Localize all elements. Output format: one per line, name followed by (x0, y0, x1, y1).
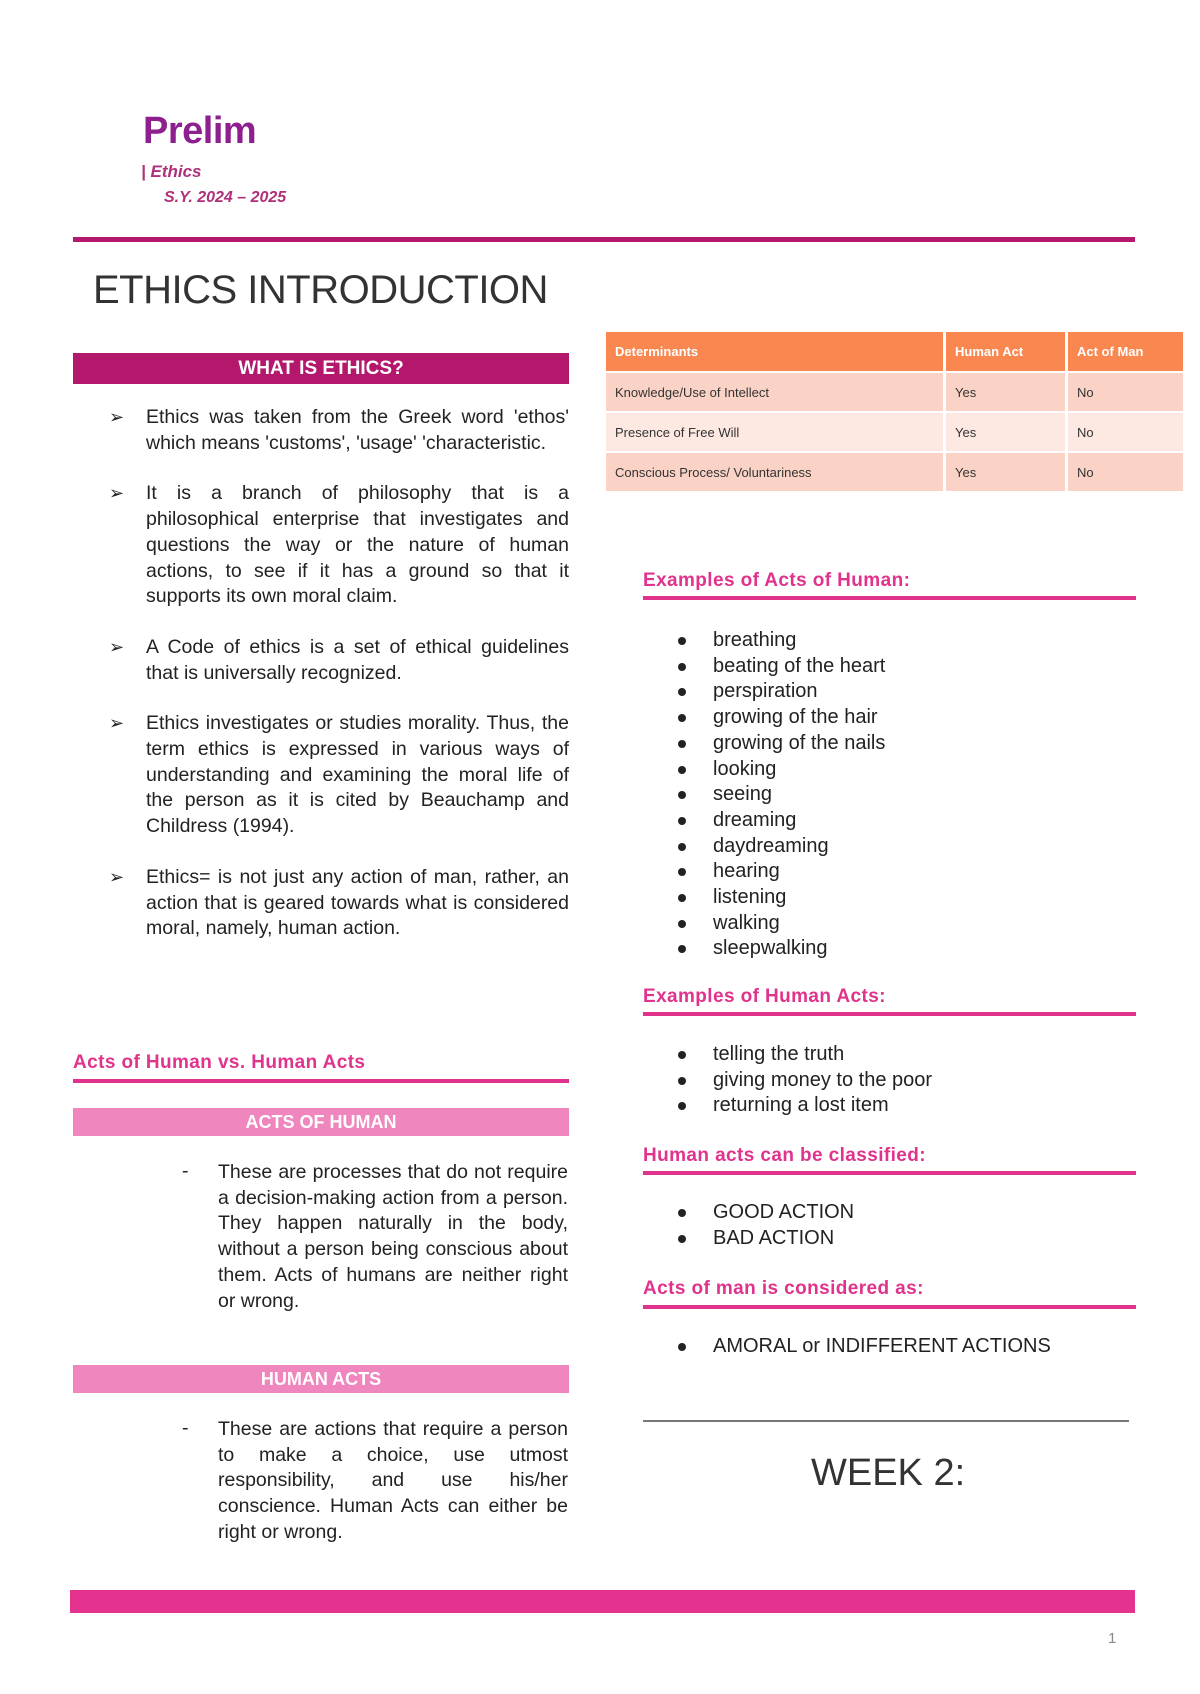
bullet-icon (678, 1343, 686, 1351)
list-item: ➢ Ethics= is not just any action of man, rather, an action that is geared towards what is considered moral, namely, human action. (109, 865, 569, 940)
week-divider (643, 1420, 1129, 1422)
list-item: perspiration (676, 679, 885, 705)
section-divider (643, 1305, 1136, 1309)
table-cell: Yes (946, 411, 1068, 451)
list-item: listening (676, 885, 885, 911)
list-item: GOOD ACTION (676, 1200, 854, 1226)
table-cell: No (1068, 411, 1186, 451)
list-item: daydreaming (676, 834, 885, 860)
bullet-icon (678, 868, 686, 876)
bullet-icon (678, 1051, 686, 1059)
page-title: Prelim (143, 110, 257, 152)
bullet-icon (678, 714, 686, 722)
subject-label: | Ethics (141, 162, 202, 181)
human-acts-examples-heading: Examples of Human Acts: (643, 986, 886, 1007)
classification-heading: Human acts can be classified: (643, 1145, 926, 1166)
what-is-ethics-list (109, 405, 569, 967)
human-acts-description: These are actions that require a person to make a choice, use utmost responsibility, and use his/her conscience. Human Acts can either be right or wrong. (218, 1418, 568, 1543)
bullet-icon (678, 1077, 686, 1085)
dash-bullet-icon: - (182, 1160, 189, 1182)
table-cell: Presence of Free Will (606, 411, 946, 451)
arrow-bullet-icon: ➢ (109, 407, 125, 427)
list-item: telling the truth (676, 1042, 932, 1068)
bullet-icon (678, 766, 686, 774)
list-item: returning a lost item (676, 1093, 932, 1119)
comparison-divider (73, 1079, 569, 1083)
bullet-icon (678, 740, 686, 748)
table-row (606, 371, 1186, 411)
list-item: hearing (676, 859, 885, 885)
arrow-bullet-icon: ➢ (109, 866, 125, 887)
list-item: looking (676, 757, 885, 783)
acts-of-human-examples-list (676, 628, 885, 962)
bullet-icon (678, 1235, 686, 1243)
list-item: walking (676, 911, 885, 937)
list-item: breathing (676, 628, 885, 654)
bullet-icon (678, 817, 686, 825)
list-item: sleepwalking (676, 936, 885, 962)
table-header-cell: Determinants (606, 332, 946, 371)
bullet-icon (678, 945, 686, 953)
footer-bar (70, 1590, 1135, 1613)
week-heading: WEEK 2: (811, 1452, 966, 1494)
main-heading: ETHICS INTRODUCTION (93, 268, 548, 312)
table-header-cell: Act of Man (1068, 332, 1186, 371)
table-row (606, 411, 1186, 451)
section-divider (643, 1012, 1136, 1016)
table-cell: Knowledge/Use of Intellect (606, 371, 946, 411)
bullet-icon (678, 894, 686, 902)
classification-list (676, 1200, 854, 1251)
acts-of-human-description: These are processes that do not require a decision-making action from a person. They happen naturally in the body, without a person being conscious about them. Acts of humans are neither right or wrong. (218, 1161, 568, 1312)
list-item: ➢ It is a branch of philosophy that is a philosophical enterprise that investigates and questions the way or the nature of human actions, to see if it has a ground so that it supports its own moral claim. (109, 482, 569, 608)
section-divider (643, 1171, 1136, 1175)
list-item: beating of the heart (676, 654, 885, 680)
page-number: 1 (1108, 1630, 1117, 1647)
list-item: seeing (676, 782, 885, 808)
human-acts-examples-list (676, 1042, 932, 1119)
dash-bullet-icon: - (182, 1417, 189, 1439)
table-cell: No (1068, 451, 1186, 491)
list-item: ➢ Ethics was taken from the Greek word 'ethos' which means 'customs', 'usage' 'characteristic. (109, 406, 569, 454)
header-divider (73, 237, 1135, 242)
bullet-icon (678, 843, 686, 851)
list-item: giving money to the poor (676, 1068, 932, 1094)
bullet-icon (678, 791, 686, 799)
bullet-icon (678, 920, 686, 928)
list-item: ➢ A Code of ethics is a set of ethical guidelines that is universally recognized. (109, 635, 569, 684)
table-cell: No (1068, 371, 1186, 411)
list-item: ➢ Ethics investigates or studies morality. Thus, the term ethics is expressed in various ways of understanding and examining the moral life of the person as it is cited by Beauchamp and Childress (1994). (109, 712, 569, 838)
table-header-row (606, 332, 1186, 371)
table-cell: Yes (946, 451, 1068, 491)
bullet-icon (678, 1209, 686, 1217)
bullet-icon (678, 688, 686, 696)
list-item: dreaming (676, 808, 885, 834)
comparison-heading: Acts of Human vs. Human Acts (73, 1052, 366, 1073)
human-acts-heading: HUMAN ACTS (73, 1365, 569, 1393)
bullet-icon (678, 663, 686, 671)
list-item: growing of the nails (676, 731, 885, 757)
list-item: growing of the hair (676, 705, 885, 731)
acts-of-man-heading: Acts of man is considered as: (643, 1278, 924, 1299)
table-cell: Conscious Process/ Voluntariness (606, 451, 946, 491)
section-divider (643, 596, 1136, 600)
acts-of-man-list (676, 1334, 1051, 1360)
table-header-cell: Human Act (946, 332, 1068, 371)
table-cell: Yes (946, 371, 1068, 411)
determinants-table (606, 332, 1186, 491)
acts-of-human-examples-heading: Examples of Acts of Human: (643, 570, 911, 591)
list-item: BAD ACTION (676, 1226, 854, 1252)
arrow-bullet-icon: ➢ (109, 483, 125, 504)
acts-of-human-heading: ACTS OF HUMAN (73, 1108, 569, 1136)
what-is-ethics-heading: WHAT IS ETHICS? (73, 353, 569, 384)
bullet-icon (678, 1102, 686, 1110)
arrow-bullet-icon: ➢ (109, 713, 125, 734)
list-item: AMORAL or INDIFFERENT ACTIONS (676, 1334, 1051, 1360)
school-year: S.Y. 2024 – 2025 (164, 189, 287, 206)
bullet-icon (678, 637, 686, 645)
arrow-bullet-icon: ➢ (109, 636, 125, 657)
table-row (606, 451, 1186, 491)
